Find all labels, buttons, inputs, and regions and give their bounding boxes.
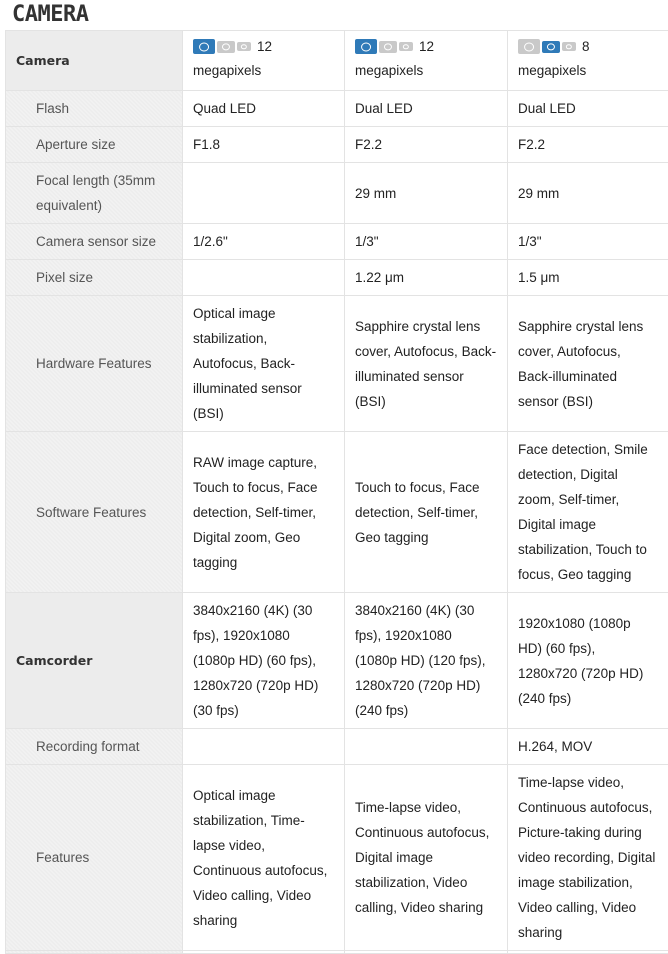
row-label: Hardware Features (6, 296, 183, 432)
table-cell (345, 951, 508, 954)
table-cell (183, 951, 345, 954)
table-row (6, 260, 668, 296)
table-row (6, 91, 668, 127)
table-cell: 1/3" (345, 224, 508, 260)
table-cell: 29 mm (508, 163, 668, 224)
camera-front-icon (542, 41, 560, 53)
table-cell: Dual LED (508, 91, 668, 127)
megapixel-value: 8 (582, 34, 590, 59)
table-row (6, 765, 668, 951)
row-label-camcorder: Camcorder (6, 593, 183, 729)
camera-off-icon (518, 39, 540, 54)
row-label (6, 951, 183, 954)
camera-off-icon (217, 41, 235, 53)
table-row (6, 593, 668, 729)
table-cell: Sapphire crystal lens cover, Autofocus, Back-illuminated sensor (BSI) (508, 296, 668, 432)
megapixel-unit: megapixels (193, 58, 334, 83)
table-cell: RAW image capture, Touch to focus, Face detection, Self-timer, Digital zoom, Geo tagging (183, 432, 345, 593)
table-row (6, 127, 668, 163)
table-cell: F2.2 (345, 127, 508, 163)
section-title: CAMERA (12, 0, 88, 30)
camera-cell (508, 31, 668, 91)
megapixel-unit: megapixels (518, 58, 658, 83)
camera-cell (183, 31, 345, 91)
table-cell: 1920x1080 (1080p HD) (60 fps), 1280x720 (720p HD) (240 fps) (508, 593, 668, 729)
table-row (6, 224, 668, 260)
table-cell: 1.22 μm (345, 260, 508, 296)
camera-small-icon (562, 42, 576, 51)
table-cell: Sapphire crystal lens cover, Autofocus, Back-illuminated sensor (BSI) (345, 296, 508, 432)
table-cell: Optical image stabilization, Autofocus, Back-illuminated sensor (BSI) (183, 296, 345, 432)
table-cell (183, 163, 345, 224)
table-cell: 1.5 μm (508, 260, 668, 296)
camera-small-icon (399, 42, 413, 51)
table-row (6, 296, 668, 432)
camera-small-icon (237, 42, 251, 51)
table-row (6, 432, 668, 593)
camera-front-icon (355, 39, 377, 54)
table-cell: Time-lapse video, Continuous autofocus, Picture-taking during video recording, Digital image stabilization, Video calling, Video sharing (508, 765, 668, 951)
table-cell: 3840x2160 (4K) (30 fps), 1920x1080 (1080p HD) (60 fps), 1280x720 (720p HD) (30 fps) (183, 593, 345, 729)
camera-spec-table (5, 30, 668, 954)
table-cell: F2.2 (508, 127, 668, 163)
camera-cell (345, 31, 508, 91)
row-label-camera: Camera (6, 31, 183, 91)
table-cell: Quad LED (183, 91, 345, 127)
megapixel-value: 12 (257, 34, 272, 59)
table-cell: Dual LED (345, 91, 508, 127)
table-cell: 3840x2160 (4K) (30 fps), 1920x1080 (1080p HD) (120 fps), 1280x720 (720p HD) (240 fps) (345, 593, 508, 729)
table-cell: Optical image stabilization, Time-lapse video, Continuous autofocus, Video calling, Video sharing (183, 765, 345, 951)
row-label: Recording format (6, 729, 183, 765)
row-label: Camera sensor size (6, 224, 183, 260)
row-label: Pixel size (6, 260, 183, 296)
table-cell: Time-lapse video, Continuous autofocus, Digital image stabilization, Video calling, Video sharing (345, 765, 508, 951)
camera-front-icon (193, 39, 215, 54)
table-cell: F1.8 (183, 127, 345, 163)
table-cell: 1/2.6" (183, 224, 345, 260)
row-label: Focal length (35mm equivalent) (6, 163, 183, 224)
table-cell: 1/3" (508, 224, 668, 260)
table-cell (508, 951, 668, 954)
table-cell (345, 729, 508, 765)
row-label: Flash (6, 91, 183, 127)
table-row (6, 163, 668, 224)
table-cell (183, 729, 345, 765)
megapixel-value: 12 (419, 34, 434, 59)
table-cell (183, 260, 345, 296)
row-label: Software Features (6, 432, 183, 593)
table-cell: Touch to focus, Face detection, Self-timer, Geo tagging (345, 432, 508, 593)
camera-off-icon (379, 41, 397, 53)
table-row (6, 951, 668, 954)
table-row (6, 31, 668, 91)
table-cell: 29 mm (345, 163, 508, 224)
megapixel-unit: megapixels (355, 58, 497, 83)
table-row (6, 729, 668, 765)
table-cell: H.264, MOV (508, 729, 668, 765)
row-label: Aperture size (6, 127, 183, 163)
row-label: Features (6, 765, 183, 951)
table-cell: Face detection, Smile detection, Digital zoom, Self-timer, Digital image stabilization, Touch to focus, Geo tagging (508, 432, 668, 593)
